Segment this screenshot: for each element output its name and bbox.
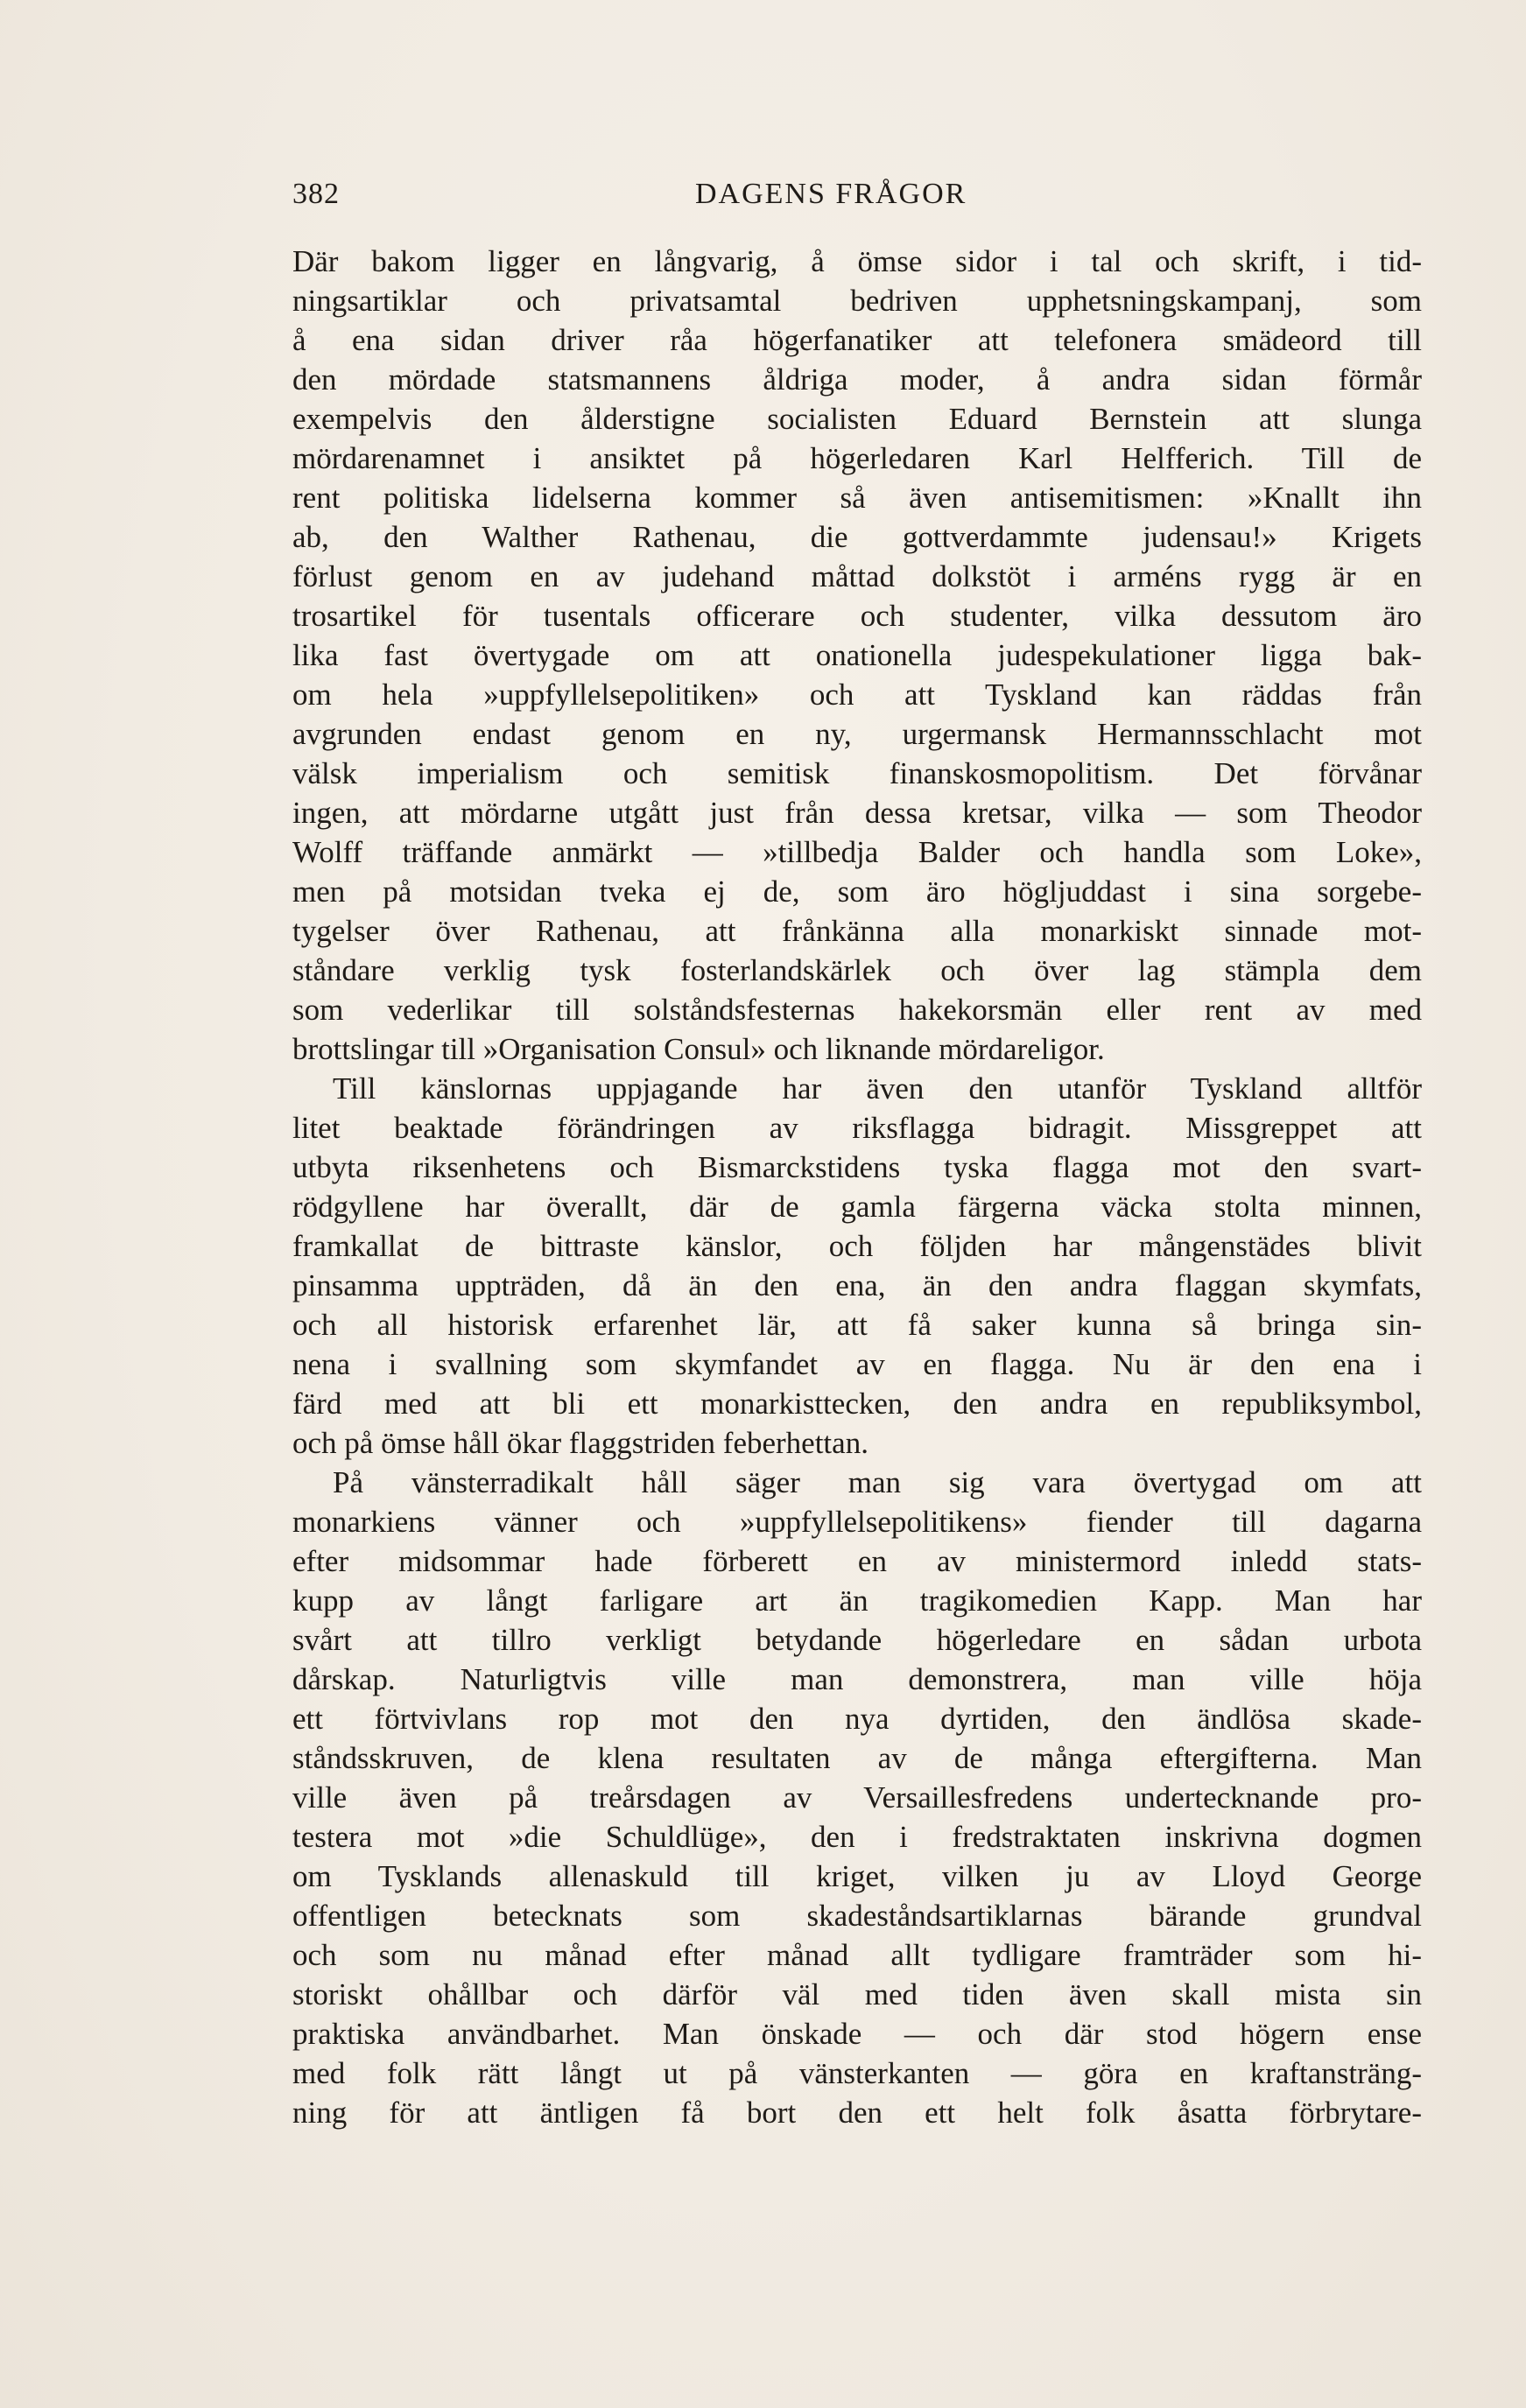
- text-line: litet beaktade förändringen av riksflagga bidragit. Missgreppet att: [292, 1111, 1422, 1145]
- paragraph-first-line: På vänsterradikalt håll säger man sig vara övertygad om att: [333, 1465, 1422, 1499]
- text-line: pinsamma uppträden, då än den ena, än den andra flaggan skymfats,: [292, 1268, 1422, 1302]
- text-line: rent politiska lidelserna kommer så även antisemitismen: »Knallt ihn: [292, 481, 1422, 515]
- text-line: och som nu månad efter månad allt tydligare framträder som hi-: [292, 1938, 1422, 1972]
- text-line: storiskt ohållbar och därför väl med tiden även skall mista sin: [292, 1977, 1422, 2011]
- text-line: ett förtvivlans rop mot den nya dyrtiden, den ändlösa skade-: [292, 1702, 1422, 1736]
- text-line: med folk rätt långt ut på vänsterkanten — göra en kraftansträng-: [292, 2056, 1422, 2090]
- running-title: DAGENS FRÅGOR: [695, 178, 967, 210]
- text-line: Wolff träffande anmärkt — »tillbedja Balder och handla som Loke»,: [292, 835, 1422, 869]
- text-line: som vederlikar till solståndsfesternas hakekorsmän eller rent av med: [292, 993, 1422, 1027]
- paragraph-last-line: och på ömse håll ökar flaggstriden feberhettan.: [292, 1426, 868, 1460]
- text-line: ning för att äntligen få bort den ett helt folk åsatta förbrytare-: [292, 2096, 1422, 2130]
- text-line: praktiska användbarhet. Man önskade — och där stod högern ense: [292, 2017, 1422, 2051]
- body-text: [292, 242, 1422, 2132]
- text-line: tygelser över Rathenau, att frånkänna alla monarkiskt sinnade mot-: [292, 914, 1422, 948]
- text-line: förlust genom en av judehand måttad dolkstöt i arméns rygg är en: [292, 559, 1422, 593]
- text-line: dårskap. Naturligtvis ville man demonstrera, man ville höja: [292, 1662, 1422, 1696]
- text-line: trosartikel för tusentals officerare och studenter, vilka dessutom äro: [292, 599, 1422, 633]
- text-line: Där bakom ligger en långvarig, å ömse sidor i tal och skrift, i tid-: [292, 244, 1422, 278]
- paragraph-first-line: Till känslornas uppjagande har även den utanför Tyskland alltför: [333, 1071, 1422, 1106]
- text-line: ingen, att mördarne utgått just från dessa kretsar, vilka — som Theodor: [292, 796, 1422, 830]
- text-line: om Tysklands allenaskuld till kriget, vilken ju av Lloyd George: [292, 1859, 1422, 1893]
- text-line: välsk imperialism och semitisk finanskosmopolitism. Det förvånar: [292, 756, 1422, 790]
- text-line: ab, den Walther Rathenau, die gottverdammte judensau!» Krigets: [292, 520, 1422, 554]
- text-line: offentligen betecknats som skadeståndsartiklarnas bärande grundval: [292, 1899, 1422, 1933]
- text-line: färd med att bli ett monarkisttecken, den andra en republiksymbol,: [292, 1387, 1422, 1421]
- text-line: om hela »uppfyllelsepolitiken» och att Tyskland kan räddas från: [292, 677, 1422, 712]
- text-line: kupp av långt farligare art än tragikomedien Kapp. Man har: [292, 1583, 1422, 1618]
- text-line: den mördade statsmannens åldriga moder, å andra sidan förmår: [292, 362, 1422, 397]
- text-line: rödgyllene har överallt, där de gamla färgerna väcka stolta minnen,: [292, 1190, 1422, 1224]
- text-line: framkallat de bittraste känslor, och följden har mångenstädes blivit: [292, 1229, 1422, 1263]
- text-line: utbyta riksenhetens och Bismarckstidens tyska flagga mot den svart-: [292, 1150, 1422, 1184]
- text-line: men på motsidan tveka ej de, som äro högljuddast i sina sorgebe-: [292, 874, 1422, 909]
- running-head: [292, 178, 1422, 218]
- paragraph-last-line: brottslingar till »Organisation Consul» och liknande mördareligor.: [292, 1032, 1105, 1066]
- text-line: svårt att tillro verkligt betydande högerledare en sådan urbota: [292, 1623, 1422, 1657]
- text-line: mördarenamnet i ansiktet på högerledaren Karl Helfferich. Till de: [292, 441, 1422, 475]
- text-line: monarkiens vänner och »uppfyllelsepolitikens» fiender till dagarna: [292, 1505, 1422, 1539]
- text-line: ståndsskruven, de klena resultaten av de många eftergifterna. Man: [292, 1741, 1422, 1775]
- text-line: testera mot »die Schuldlüge», den i fredstraktaten inskrivna dogmen: [292, 1820, 1422, 1854]
- text-line: och all historisk erfarenhet lär, att få saker kunna så bringa sin-: [292, 1308, 1422, 1342]
- text-line: lika fast övertygade om att onationella judespekulationer ligga bak-: [292, 638, 1422, 672]
- text-line: ningsartiklar och privatsamtal bedriven upphetsningskampanj, som: [292, 284, 1422, 318]
- text-line: avgrunden endast genom en ny, urgermansk Hermannsschlacht mot: [292, 717, 1422, 751]
- text-line: nena i svallning som skymfandet av en flagga. Nu är den ena i: [292, 1347, 1422, 1381]
- text-line: exempelvis den ålderstigne socialisten Eduard Bernstein att slunga: [292, 402, 1422, 436]
- text-line: ville även på treårsdagen av Versaillesfredens undertecknande pro-: [292, 1780, 1422, 1815]
- text-line: efter midsommar hade förberett en av ministermord inledd stats-: [292, 1544, 1422, 1578]
- text-line: ståndare verklig tysk fosterlandskärlek och över lag stämpla dem: [292, 953, 1422, 987]
- page-number: 382: [292, 178, 340, 210]
- text-line: å ena sidan driver råa högerfanatiker att telefonera smädeord till: [292, 323, 1422, 357]
